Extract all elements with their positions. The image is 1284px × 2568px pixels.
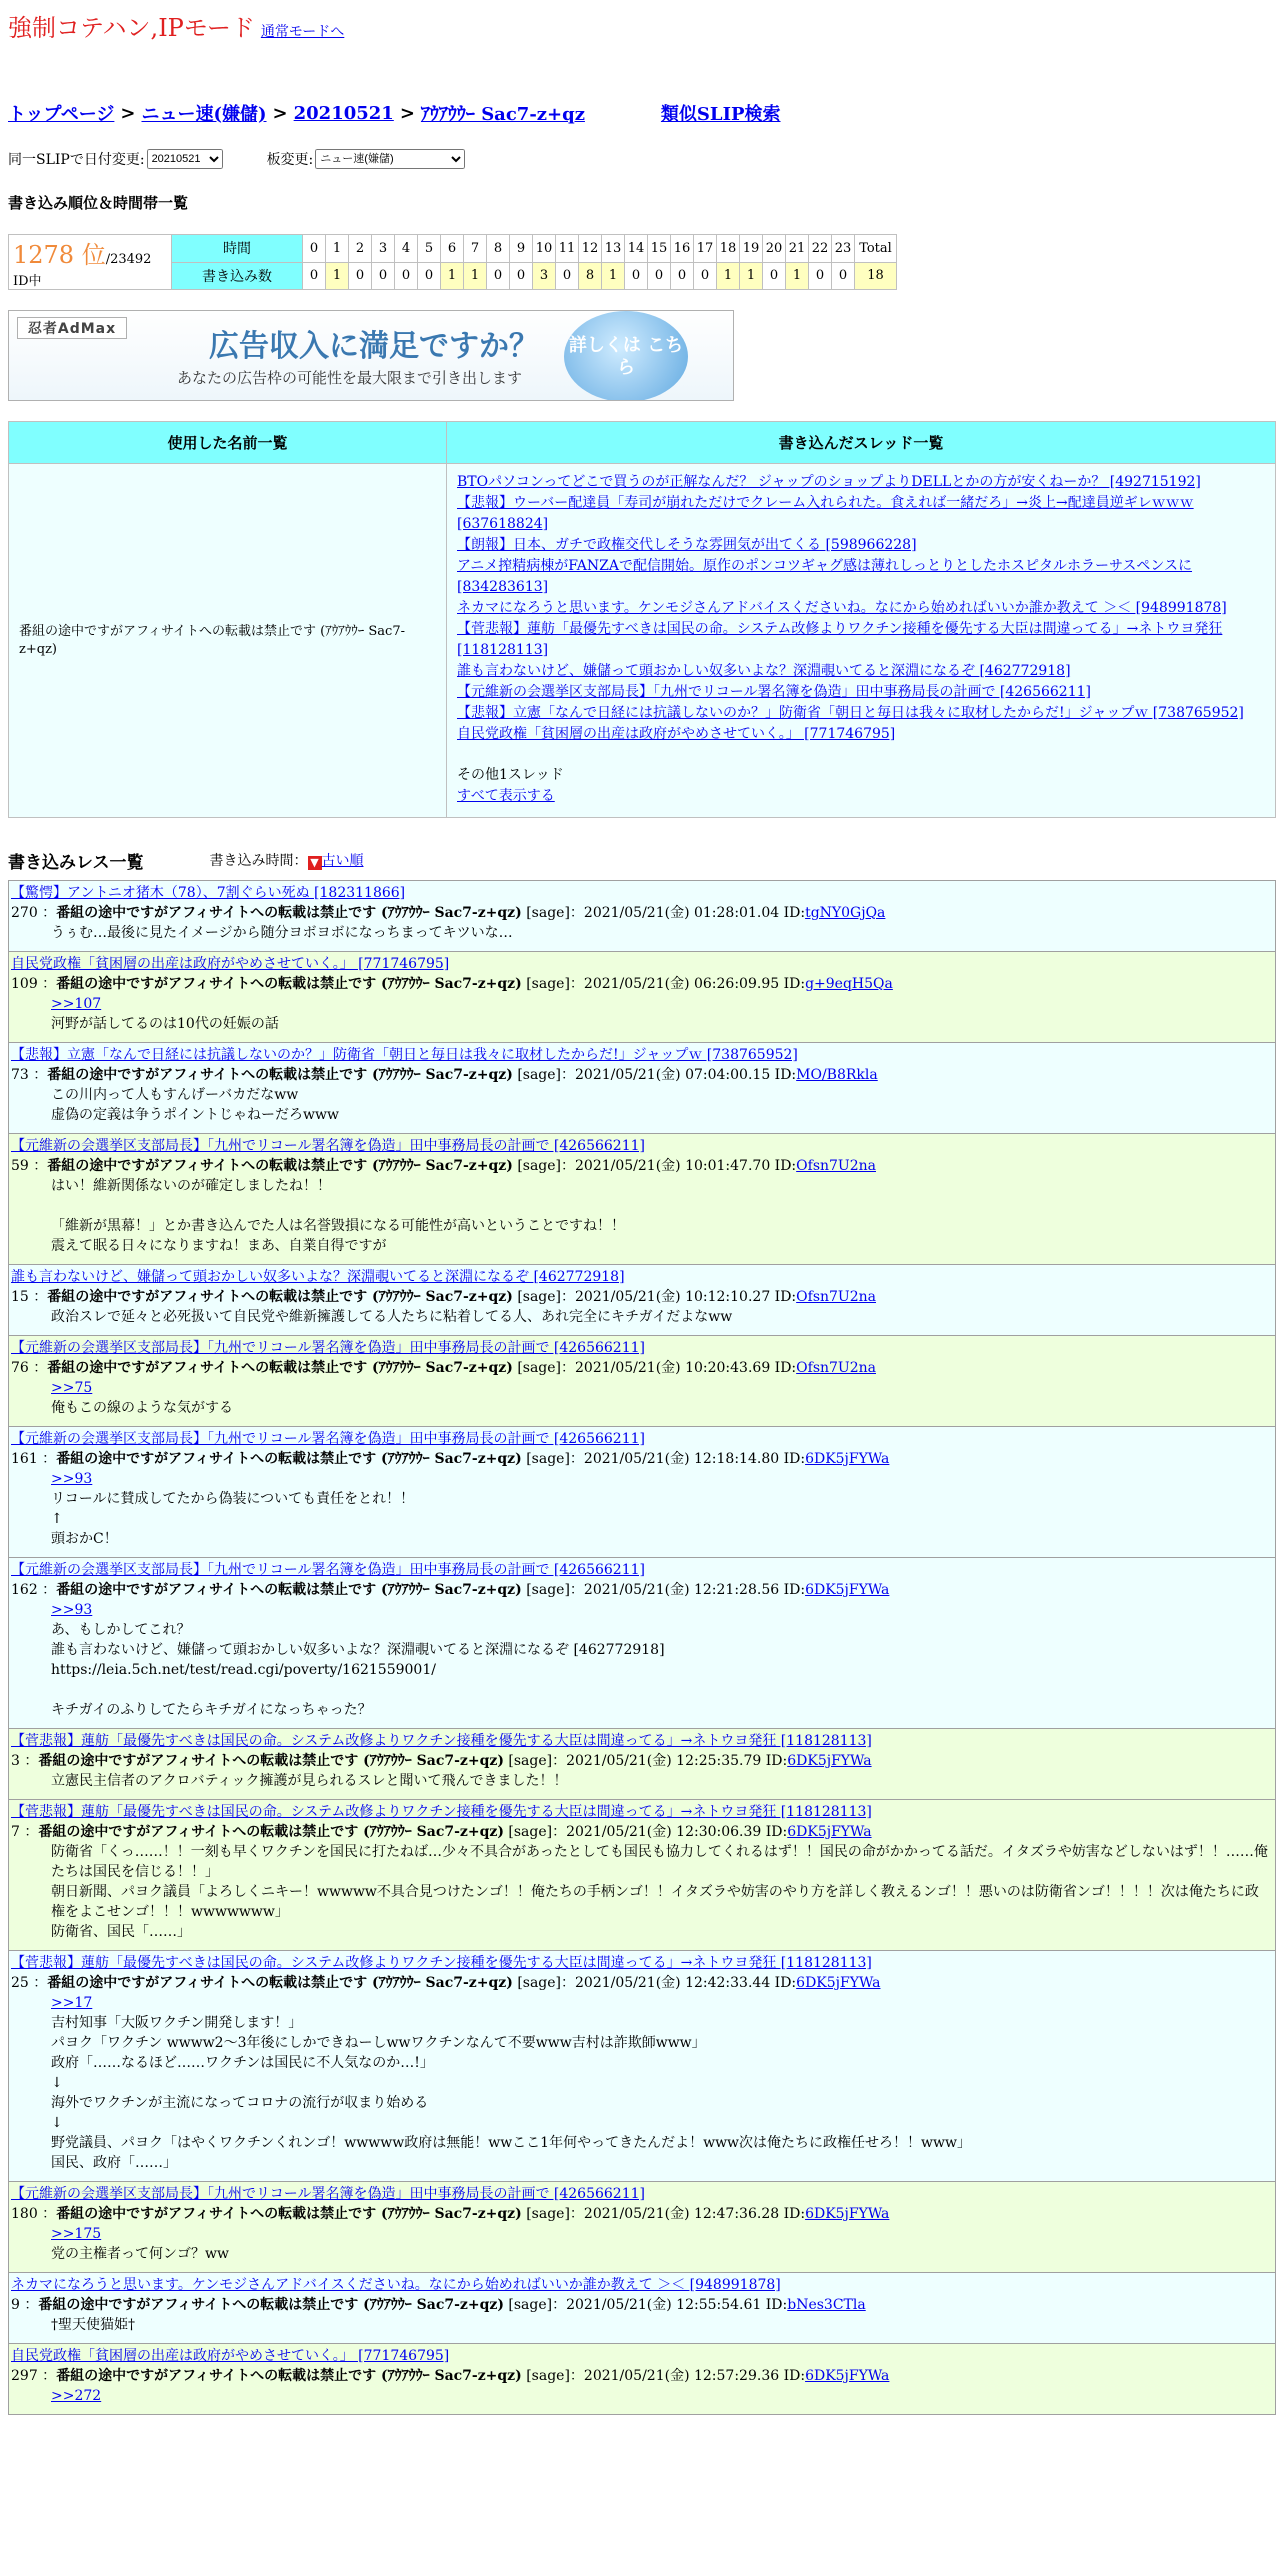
hour-header-cell: 14 [625, 235, 648, 263]
summary-body-row [9, 464, 1276, 818]
post-author-name: 番組の途中ですがアフィサイトへの転載は禁止です (ｱｳｱｳｳｰ Sac7-z+qz) [38, 1753, 504, 1769]
hour-count-cell: 0 [809, 262, 832, 290]
post-meta: 270 ：番組の途中ですがアフィサイトへの転載は禁止です (ｱｳｱｳｳｰ Sac7-z+qz) [sage]：2021/05/21(金) 01:28:01.04 ID:tgNY0GjQa [11, 905, 886, 921]
thread-list [447, 464, 1276, 818]
thread-link[interactable]: 【朗報】日本、ガチで政権交代しそうな雰囲気が出てくる [598966228] [457, 537, 917, 553]
post-item [8, 1134, 1276, 1265]
hour-count-cell: 0 [832, 262, 855, 290]
hour-count-cell: 18 [855, 262, 897, 290]
post-item [8, 2182, 1276, 2273]
post-body [11, 1378, 1271, 1418]
post-meta: 59 ：番組の途中ですがアフィサイトへの転載は禁止です (ｱｳｱｳｳｰ Sac7-z+qz) [sage]：2021/05/21(金) 10:01:47.70 ID:Ofsn7U2na [11, 1158, 876, 1174]
post-thread-link[interactable]: 【元維新の会選挙区支部局長】「九州でリコール署名簿を偽造」田中事務局長の計画で [426566211] [11, 1562, 645, 1578]
post-info: [sage]：2021/05/21(金) 12:55:54.61 ID: [508, 2297, 788, 2313]
post-text: うぅむ…最後に見たイメージから随分ヨボヨボになっちまってキツいな… [51, 925, 513, 941]
post-meta: 162 ：番組の途中ですがアフィサイトへの転載は禁止です (ｱｳｱｳｳｰ Sac7-z+qz) [sage]：2021/05/21(金) 12:21:28.56 ID:6DK5jFYWa [11, 1582, 890, 1598]
post-body [11, 1176, 1271, 1256]
post-info: [sage]：2021/05/21(金) 10:20:43.69 ID: [517, 1360, 797, 1376]
board-select[interactable] [315, 149, 465, 169]
ad-banner[interactable] [8, 310, 734, 401]
hour-header-cell: 8 [487, 235, 510, 263]
post-body [11, 2386, 1271, 2406]
post-info: [sage]：2021/05/21(金) 12:42:33.44 ID: [517, 1975, 797, 1991]
hour-header-cell: 18 [717, 235, 740, 263]
sort-down-icon[interactable]: ▼ [308, 856, 322, 870]
thread-links [457, 472, 1265, 745]
post-author-name: 番組の途中ですがアフィサイトへの転載は禁止です (ｱｳｱｳｳｰ Sac7-z+qz) [56, 2206, 522, 2222]
post-thread-link[interactable]: 自民党政権「貧困層の出産は政府がやめさせていく。」 [771746795] [11, 956, 450, 972]
sort-label [210, 850, 364, 870]
post-text: 立憲民主信者のアクロバティック擁護が見られるスレと聞いて飛んできました！！ [51, 1773, 568, 1789]
stats-hours-row [9, 235, 897, 263]
sort-oldest-link[interactable]: 古い順 [321, 853, 364, 869]
post-item [8, 1265, 1276, 1336]
hour-count-cell: 0 [372, 262, 395, 290]
breadcrumb-separator: > [120, 102, 136, 124]
hour-header-cell: 4 [395, 235, 418, 263]
post-thread-link[interactable]: 【元維新の会選挙区支部局長】「九州でリコール署名簿を偽造」田中事務局長の計画で [426566211] [11, 1138, 645, 1154]
post-info: [sage]：2021/05/21(金) 10:01:47.70 ID: [517, 1158, 797, 1174]
post-number: 73 [11, 1067, 29, 1083]
post-number: 15 [11, 1289, 29, 1305]
posts-header [8, 848, 1276, 872]
post-body [11, 2224, 1271, 2264]
hour-header-cell: 5 [418, 235, 441, 263]
post-number: 297 [11, 2368, 38, 2384]
hour-header-cell: 17 [694, 235, 717, 263]
post-info: [sage]：2021/05/21(金) 12:25:35.79 ID: [508, 1753, 788, 1769]
post-thread-link[interactable]: 【菅悲報】蓮舫「最優先すべきは国民の命。システム改修よりワクチン接種を優先する大臣は間違ってる」→ネトウヨ発狂 [118128113] [11, 1804, 872, 1820]
post-id-link[interactable]: 6DK5jFYWa [805, 2206, 890, 2222]
hour-header-cell: 10 [533, 235, 556, 263]
post-id-link[interactable]: g+9eqH5Qa [805, 976, 893, 992]
board-change-label: 板変更: [266, 152, 314, 168]
hour-count-cell: 0 [349, 262, 372, 290]
post-meta: 109 ：番組の途中ですがアフィサイトへの転載は禁止です (ｱｳｱｳｳｰ Sac7-z+qz) [sage]：2021/05/21(金) 06:26:09.95 ID:g+9eqH5Qa [11, 976, 893, 992]
hour-header-cell: 9 [510, 235, 533, 263]
post-item [8, 952, 1276, 1043]
post-author-name: 番組の途中ですがアフィサイトへの転載は禁止です (ｱｳｱｳｳｰ Sac7-z+qz) [56, 976, 522, 992]
rank-heading: 書き込み順位＆時間帯一覧 [8, 194, 189, 212]
post-meta: 3 ：番組の途中ですがアフィサイトへの転載は禁止です (ｱｳｱｳｳｰ Sac7-z+qz) [sage]：2021/05/21(金) 12:25:35.79 ID:6DK5jFYWa [11, 1753, 872, 1769]
post-body [11, 1085, 1271, 1125]
post-info: [sage]：2021/05/21(金) 01:28:01.04 ID: [526, 905, 806, 921]
hour-count-cell: 0 [510, 262, 533, 290]
post-number: 7 [11, 1824, 20, 1840]
post-meta: 76 ：番組の途中ですがアフィサイトへの転載は禁止です (ｱｳｱｳｳｰ Sac7-z+qz) [sage]：2021/05/21(金) 10:20:43.69 ID:Ofsn7U2na [11, 1360, 876, 1376]
thread-link[interactable]: 自民党政権「貧困層の出産は政府がやめさせていく。」 [771746795] [457, 726, 896, 742]
normal-mode-link[interactable]: 通常モードへ [260, 24, 345, 40]
post-meta: 9 ：番組の途中ですがアフィサイトへの転載は禁止です (ｱｳｱｳｳｰ Sac7-z+qz) [sage]：2021/05/21(金) 12:55:54.61 ID:bNes3CTla [11, 2297, 866, 2313]
breadcrumb-slip-link[interactable]: ｱｳｱｳｳｰ Sac7-z+qz [420, 104, 585, 125]
post-author-name: 番組の途中ですがアフィサイトへの転載は禁止です (ｱｳｱｳｳｰ Sac7-z+qz) [47, 1975, 513, 1991]
post-info: [sage]：2021/05/21(金) 12:21:28.56 ID: [526, 1582, 806, 1598]
hour-header-cell: 20 [763, 235, 786, 263]
post-body [11, 994, 1271, 1034]
post-id-link[interactable]: bNes3CTla [787, 2297, 866, 2313]
post-item [8, 1427, 1276, 1558]
post-author-name: 番組の途中ですがアフィサイトへの転載は禁止です (ｱｳｱｳｳｰ Sac7-z+qz) [47, 1067, 513, 1083]
post-body [11, 1771, 1271, 1791]
hour-count-cell: 1 [602, 262, 625, 290]
similar-slip-search-link[interactable]: 類似SLIP検索 [660, 104, 781, 125]
reply-anchor-link[interactable]: >>75 [51, 1380, 93, 1396]
post-id-link[interactable]: 6DK5jFYWa [796, 1975, 881, 1991]
reply-anchor-link[interactable]: >>93 [51, 1471, 93, 1487]
post-body [11, 1600, 1271, 1720]
post-number: 270 [11, 905, 38, 921]
hour-count-cell: 0 [303, 262, 326, 290]
hour-count-cell: 0 [395, 262, 418, 290]
post-id-link[interactable]: Ofsn7U2na [796, 1158, 876, 1174]
hour-header-cell: 22 [809, 235, 832, 263]
date-select[interactable] [147, 149, 223, 169]
post-id-link[interactable]: MO/B8Rkla [796, 1067, 878, 1083]
hour-header-cell: 6 [441, 235, 464, 263]
post-text: 防衛省「くっ……！！一刻も早くワクチンを国民に打たねば…少々不具合があったとしても国民も協力してくれるはず！！国民の命がかかってる話だ。イタズラや妨害などしないはず！！……俺たちは国民を信じる！！」 朝日新聞、パヨク議員「よろしくニキー！wwwww不具合見つけたンゴ！！俺たちの手柄ンゴ！！イタズラや妨害のやり方を詳しく教えるンゴ！！悪いのは防衛省ンゴ！！！！次は俺たちに政権をよこせンゴ！！！wwwwwww」 防衛省、国民「……」 [51, 1844, 1268, 1940]
posts-list [8, 880, 1276, 2415]
hour-header-cell: 15 [648, 235, 671, 263]
post-id-link[interactable]: tgNY0GjQa [805, 905, 886, 921]
rank-total: /23492 ID中 [13, 252, 152, 289]
post-id-link[interactable]: 6DK5jFYWa [805, 2368, 890, 2384]
post-item [8, 1800, 1276, 1951]
hour-count-cell: 0 [418, 262, 441, 290]
hour-header-cell: Total [855, 235, 897, 263]
post-thread-link[interactable]: 【驚愕】アントニオ猪木（78）、7割ぐらい死ぬ [182311866] [11, 885, 406, 901]
post-meta: 25 ：番組の途中ですがアフィサイトへの転載は禁止です (ｱｳｱｳｳｰ Sac7-z+qz) [sage]：2021/05/21(金) 12:42:33.44 ID:6DK5jFYWa [11, 1975, 881, 1991]
post-item [8, 2273, 1276, 2344]
breadcrumb-date-link[interactable]: 20210521 [293, 102, 394, 124]
post-number: 3 [11, 1753, 20, 1769]
post-item [8, 1043, 1276, 1134]
post-body [11, 1842, 1271, 1942]
hour-count-cell: 1 [326, 262, 349, 290]
post-thread-link[interactable]: 【菅悲報】蓮舫「最優先すべきは国民の命。システム改修よりワクチン接種を優先する大臣は間違ってる」→ネトウヨ発狂 [118128113] [11, 1955, 872, 1971]
reply-anchor-link[interactable]: >>175 [51, 2226, 102, 2242]
post-text: 党の主権者って何ンゴ？ww [51, 2246, 229, 2262]
hour-count-cell: 1 [740, 262, 763, 290]
reply-anchor-link[interactable]: >>17 [51, 1995, 93, 2011]
rank-cell [9, 235, 172, 290]
post-thread-link[interactable]: 【菅悲報】蓮舫「最優先すべきは国民の命。システム改修よりワクチン接種を優先する大臣は間違ってる」→ネトウヨ発狂 [118128113] [11, 1733, 872, 1749]
post-thread-link[interactable]: ネカマになろうと思います。ケンモジさんアドバイスくださいね。なにから始めればいいか誰か教えて ＞＜ [948991878] [11, 2277, 781, 2293]
thread-link[interactable]: 【元維新の会選挙区支部局長】「九州でリコール署名簿を偽造」田中事務局長の計画で [426566211] [457, 684, 1091, 700]
title-row [8, 8, 1276, 48]
post-text: 河野が話してるのは10代の妊娠の話 [51, 1016, 279, 1032]
post-author-name: 番組の途中ですがアフィサイトへの転載は禁止です (ｱｳｱｳｳｰ Sac7-z+qz) [47, 1158, 513, 1174]
hour-count-cell: 1 [464, 262, 487, 290]
hour-count-cell: 1 [441, 262, 464, 290]
post-meta: 180 ：番組の途中ですがアフィサイトへの転載は禁止です (ｱｳｱｳｳｰ Sac7-z+qz) [sage]：2021/05/21(金) 12:47:36.28 ID:6DK5jFYWa [11, 2206, 890, 2222]
post-info: [sage]：2021/05/21(金) 12:57:29.36 ID: [526, 2368, 806, 2384]
post-id-link[interactable]: 6DK5jFYWa [805, 1582, 890, 1598]
ad-logo: 忍者AdMax [17, 317, 127, 339]
post-body [11, 923, 1271, 943]
post-number: 180 [11, 2206, 38, 2222]
post-thread-link[interactable]: 自民党政権「貧困層の出産は政府がやめさせていく。」 [771746795] [11, 2348, 450, 2364]
post-id-link[interactable]: Ofsn7U2na [796, 1289, 876, 1305]
post-thread-link[interactable]: 【悲報】立憲「なんで日経には抗議しないのか？」防衛省「朝日と毎日は我々に取材したからだ!」ジャップｗ [738765952] [11, 1047, 798, 1063]
hour-count-cell: 1 [717, 262, 740, 290]
post-meta: 15 ：番組の途中ですがアフィサイトへの転載は禁止です (ｱｳｱｳｳｰ Sac7-z+qz) [sage]：2021/05/21(金) 10:12:10.27 ID:Ofsn7U2na [11, 1289, 876, 1305]
post-id-link[interactable]: 6DK5jFYWa [787, 1824, 872, 1840]
post-number: 162 [11, 1582, 38, 1598]
hour-count-cell: 0 [648, 262, 671, 290]
stats-table [8, 234, 897, 290]
hour-header-cell: 2 [349, 235, 372, 263]
post-text: あ、もしかしてこれ？ 誰も言わないけど、嫌儲って頭おかしい奴多いよな？深淵覗いてると深淵になるぞ [462772918] https://leia.5ch.net/test/read.cgi/poverty/1621559001/ キチガイのふりしてたらキチガイになっちゃった？ [51, 1622, 665, 1718]
post-meta: 161 ：番組の途中ですがアフィサイトへの転載は禁止です (ｱｳｱｳｳｰ Sac7-z+qz) [sage]：2021/05/21(金) 12:18:14.80 ID:6DK5jFYWa [11, 1451, 890, 1467]
post-number: 161 [11, 1451, 38, 1467]
post-text: 吉村知事「大阪ワクチン開発します！」 パヨク「ワクチン wwww2～3年後にしかできねーしwwワクチンなんて不要www吉村は詐欺師www」 政府「……なるほど……ワクチンは国民に不人気なのか…!」 ↓ 海外でワクチンが主流になってコロナの流行が収まり始める ↓ 野党議員、パヨク「はやくワクチンくれンゴ！wwwww政府は無能！wwここ1年何やってきたんだよ！www次は俺たちに政権任せろ！！www」 国民、政府「……」 [51, 2015, 971, 2171]
more-threads-text: その他1スレッド [457, 767, 564, 783]
post-author-name: 番組の途中ですがアフィサイトへの転載は禁止です (ｱｳｱｳｳｰ Sac7-z+qz) [56, 2368, 522, 2384]
rank-number: 1278 位 [13, 241, 106, 269]
post-text: はい！維新関係ないのが確定しましたね！！ 「維新が黒幕！」とか書き込んでた人は名誉毀損になる可能性が高いということですね！！ 震えて眠る日々になりますね！まあ、自業自得ですが [51, 1178, 625, 1254]
hour-header-cell: 1 [326, 235, 349, 263]
posts-title: 書き込みレス一覧 [8, 852, 144, 873]
hour-header-cell: 12 [579, 235, 602, 263]
hour-count-cell: 0 [487, 262, 510, 290]
breadcrumb-separator: > [272, 102, 288, 124]
thread-link[interactable]: ネカマになろうと思います。ケンモジさんアドバイスくださいね。なにから始めればいいか誰か教えて ＞＜ [948991878] [457, 600, 1227, 616]
thread-link[interactable]: アニメ搾精病棟がFANZAで配信開始。原作のポンコツギャグ感は薄れしっとりとしたホスピタルホラーサスペンスに [834283613] [457, 558, 1193, 595]
post-id-link[interactable]: Ofsn7U2na [796, 1360, 876, 1376]
hour-count-cell: 8 [579, 262, 602, 290]
post-info: [sage]：2021/05/21(金) 12:30:06.39 ID: [508, 1824, 788, 1840]
post-body [11, 2315, 1271, 2335]
post-meta: 7 ：番組の途中ですがアフィサイトへの転載は禁止です (ｱｳｱｳｳｰ Sac7-z+qz) [sage]：2021/05/21(金) 12:30:06.39 ID:6DK5jFYWa [11, 1824, 872, 1840]
post-body [11, 1993, 1271, 2173]
breadcrumb-separator: > [399, 102, 415, 124]
hour-header-cell: 19 [740, 235, 763, 263]
post-number: 76 [11, 1360, 29, 1376]
reply-anchor-link[interactable]: >>272 [51, 2388, 102, 2404]
post-body [11, 1469, 1271, 1549]
post-text: この川内って人もすんげーバカだなww 虚偽の定義は争うポイントじゃねーだろwww [51, 1087, 339, 1123]
post-author-name: 番組の途中ですがアフィサイトへの転載は禁止です (ｱｳｱｳｳｰ Sac7-z+qz) [47, 1289, 513, 1305]
post-author-name: 番組の途中ですがアフィサイトへの転載は禁止です (ｱｳｱｳｳｰ Sac7-z+qz) [56, 1582, 522, 1598]
hour-header-cell: 11 [556, 235, 579, 263]
thread-link[interactable]: BTOパソコンってどこで買うのが正解なんだ？ ジャップのショップよりDELLとかの方が安くねーか？ [492715192] [457, 474, 1201, 490]
hour-header-cell: 23 [832, 235, 855, 263]
post-info: [sage]：2021/05/21(金) 12:47:36.28 ID: [526, 2206, 806, 2222]
ad-headline: 広告収入に満足ですか？ [209, 329, 539, 364]
hour-count-cell: 0 [625, 262, 648, 290]
reply-anchor-link[interactable]: >>107 [51, 996, 102, 1012]
time-label: 時間 [172, 235, 303, 263]
hour-count-cell: 0 [556, 262, 579, 290]
post-author-name: 番組の途中ですがアフィサイトへの転載は禁止です (ｱｳｱｳｳｰ Sac7-z+qz) [56, 1451, 522, 1467]
hour-header-cell: 21 [786, 235, 809, 263]
hour-header-cell: 0 [303, 235, 326, 263]
breadcrumb-top-link[interactable]: トップページ [8, 104, 115, 125]
post-text: †聖天使猫姫† [51, 2317, 135, 2333]
post-item [8, 1336, 1276, 1427]
post-number: 59 [11, 1158, 29, 1174]
date-change-label: 同一SLIPで日付変更: [8, 152, 145, 168]
more-threads [457, 765, 1265, 807]
post-number: 109 [11, 976, 38, 992]
ad-subtext: あなたの広告枠の可能性を最大限まで引き出します [177, 369, 523, 387]
ad-details-button[interactable]: 詳しくは こちら [564, 311, 688, 401]
breadcrumb-board-link[interactable]: ニュー速(嫌儲) [141, 104, 267, 125]
hour-count-cell: 3 [533, 262, 556, 290]
post-meta: 297 ：番組の途中ですがアフィサイトへの転載は禁止です (ｱｳｱｳｳｰ Sac7-z+qz) [sage]：2021/05/21(金) 12:57:29.36 ID:6DK5jFYWa [11, 2368, 890, 2384]
post-info: [sage]：2021/05/21(金) 07:04:00.15 ID: [517, 1067, 797, 1083]
post-thread-link[interactable]: 【元維新の会選挙区支部局長】「九州でリコール署名簿を偽造」田中事務局長の計画で [426566211] [11, 2186, 645, 2202]
post-item [8, 2344, 1276, 2415]
post-meta: 73 ：番組の途中ですがアフィサイトへの転載は禁止です (ｱｳｱｳｳｰ Sac7-z+qz) [sage]：2021/05/21(金) 07:04:00.15 ID:MO/B8Rkla [11, 1067, 878, 1083]
post-author-name: 番組の途中ですがアフィサイトへの転載は禁止です (ｱｳｱｳｳｰ Sac7-z+qz) [38, 2297, 504, 2313]
thread-link[interactable]: 【悲報】ウーバー配達員「寿司が崩れただけでクレーム入れられた。食えれば一緒だろ」→炎上→配達員逆ギレｗｗｗ [637618824] [457, 495, 1194, 532]
hour-count-cell: 1 [786, 262, 809, 290]
post-author-name: 番組の途中ですがアフィサイトへの転載は禁止です (ｱｳｱｳｳｰ Sac7-z+qz) [47, 1360, 513, 1376]
post-author-name: 番組の途中ですがアフィサイトへの転載は禁止です (ｱｳｱｳｳｰ Sac7-z+qz) [56, 905, 522, 921]
threads-header: 書き込んだスレッド一覧 [447, 422, 1276, 464]
show-all-link[interactable]: すべて表示する [457, 788, 555, 804]
post-number: 25 [11, 1975, 29, 1991]
post-item [8, 880, 1276, 952]
post-item [8, 1558, 1276, 1729]
reply-anchor-link[interactable]: >>93 [51, 1602, 93, 1618]
post-text: リコールに賛成してたから偽装についても責任をとれ！！ ↑ 頭おかC！ [51, 1491, 415, 1547]
summary-table [8, 421, 1276, 818]
post-thread-link[interactable]: 【元維新の会選挙区支部局長】「九州でリコール署名簿を偽造」田中事務局長の計画で [426566211] [11, 1431, 645, 1447]
hour-header-cell: 3 [372, 235, 395, 263]
hour-count-cell: 0 [671, 262, 694, 290]
post-id-link[interactable]: 6DK5jFYWa [805, 1451, 890, 1467]
hour-header-cell: 7 [464, 235, 487, 263]
post-thread-link[interactable]: 誰も言わないけど、嫌儲って頭おかしい奴多いよな？深淵覗いてると深淵になるぞ [462772918] [11, 1269, 625, 1285]
names-header: 使用した名前一覧 [9, 422, 447, 464]
hour-count-cell: 0 [694, 262, 717, 290]
post-item [8, 1729, 1276, 1800]
post-item [8, 1951, 1276, 2182]
post-author-name: 番組の途中ですがアフィサイトへの転載は禁止です (ｱｳｱｳｳｰ Sac7-z+qz) [38, 1824, 504, 1840]
sort-label-text: 書き込み時間： [209, 853, 308, 869]
post-body [11, 1307, 1271, 1327]
post-info: [sage]：2021/05/21(金) 10:12:10.27 ID: [517, 1289, 797, 1305]
post-number: 9 [11, 2297, 20, 2313]
breadcrumb [8, 100, 1276, 126]
thread-link[interactable]: 【悲報】立憲「なんで日経には抗議しないのか？」防衛省「朝日と毎日は我々に取材したからだ!」ジャップｗ [738765952] [457, 705, 1244, 721]
post-text: 俺もこの線のような気がする [51, 1400, 233, 1416]
post-text: 政治スレで延々と必死扱いて自民党や維新擁護してる人たちに粘着してる人、あれ完全にキチガイだよなww [51, 1309, 733, 1325]
post-info: [sage]：2021/05/21(金) 06:26:09.95 ID: [526, 976, 806, 992]
hour-header-cell: 13 [602, 235, 625, 263]
summary-header-row [9, 422, 1276, 464]
post-info: [sage]：2021/05/21(金) 12:18:14.80 ID: [526, 1451, 806, 1467]
used-name: 番組の途中ですがアフィサイトへの転載は禁止です (ｱｳｱｳｳｰ Sac7-z+qz) [9, 464, 447, 818]
thread-link[interactable]: 【菅悲報】蓮舫「最優先すべきは国民の命。システム改修よりワクチン接種を優先する大臣は間違ってる」→ネトウヨ発狂 [118128113] [457, 621, 1223, 658]
post-id-link[interactable]: 6DK5jFYWa [787, 1753, 872, 1769]
post-thread-link[interactable]: 【元維新の会選挙区支部局長】「九州でリコール署名簿を偽造」田中事務局長の計画で [426566211] [11, 1340, 645, 1356]
count-label: 書き込み数 [172, 262, 303, 290]
hour-header-cell: 16 [671, 235, 694, 263]
thread-link[interactable]: 誰も言わないけど、嫌儲って頭おかしい奴多いよな？深淵覗いてると深淵になるぞ [462772918] [457, 663, 1071, 679]
selects-row [8, 148, 1276, 170]
hour-count-cell: 0 [763, 262, 786, 290]
page-title: 強制コテハン,IPモード [8, 14, 255, 42]
